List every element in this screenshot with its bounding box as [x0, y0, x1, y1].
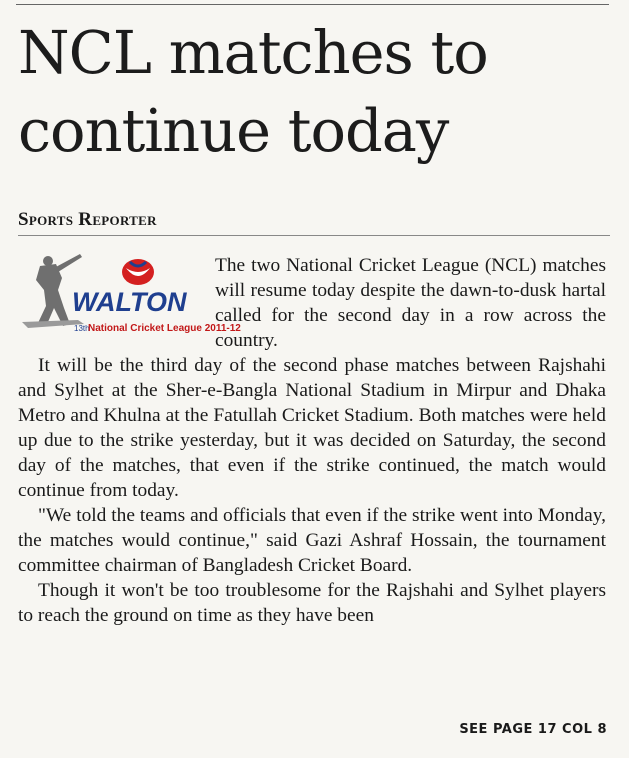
paragraph-1: The two National Cricket League (NCL) matches will resume today despite the dawn-to-dusk hartal called for the second day in a row across the country.	[215, 255, 606, 351]
continuation-note: SEE PAGE 17 COL 8	[459, 722, 607, 737]
paragraph-3: "We told the teams and officials that even if the strike went into Monday, the matches would continue," said Gazi Ashraf Hossain, the tournament committee chairman of Bangladesh Cricket Board.	[18, 505, 606, 576]
paragraph-2: It will be the third day of the second phase matches between Rajshahi and Sylhet at the Sher-e-Bangla National Stadium in Mirpur and Dhaka Metro and Khulna at the Fatullah Cricket Stadium. Both matches were held up due to the strike yesterday, but it was decided on Saturday, the second day of the matches, that even if the strike continued, the match would continue from today.	[18, 355, 606, 501]
headline: NCL matches to continue today	[18, 18, 488, 165]
logo-ordinal-text: 13th	[74, 324, 90, 333]
logo-brand-text: WALTON	[72, 287, 187, 317]
paragraph-4: Though it won't be too troublesome for the Rajshahi and Sylhet players to reach the ground on time as they have been	[18, 580, 606, 626]
article-body	[18, 253, 606, 628]
top-rule	[16, 4, 609, 5]
byline: Sports Reporter	[18, 208, 610, 236]
logo-tagline-text: National Cricket League 2011-12	[88, 323, 241, 334]
